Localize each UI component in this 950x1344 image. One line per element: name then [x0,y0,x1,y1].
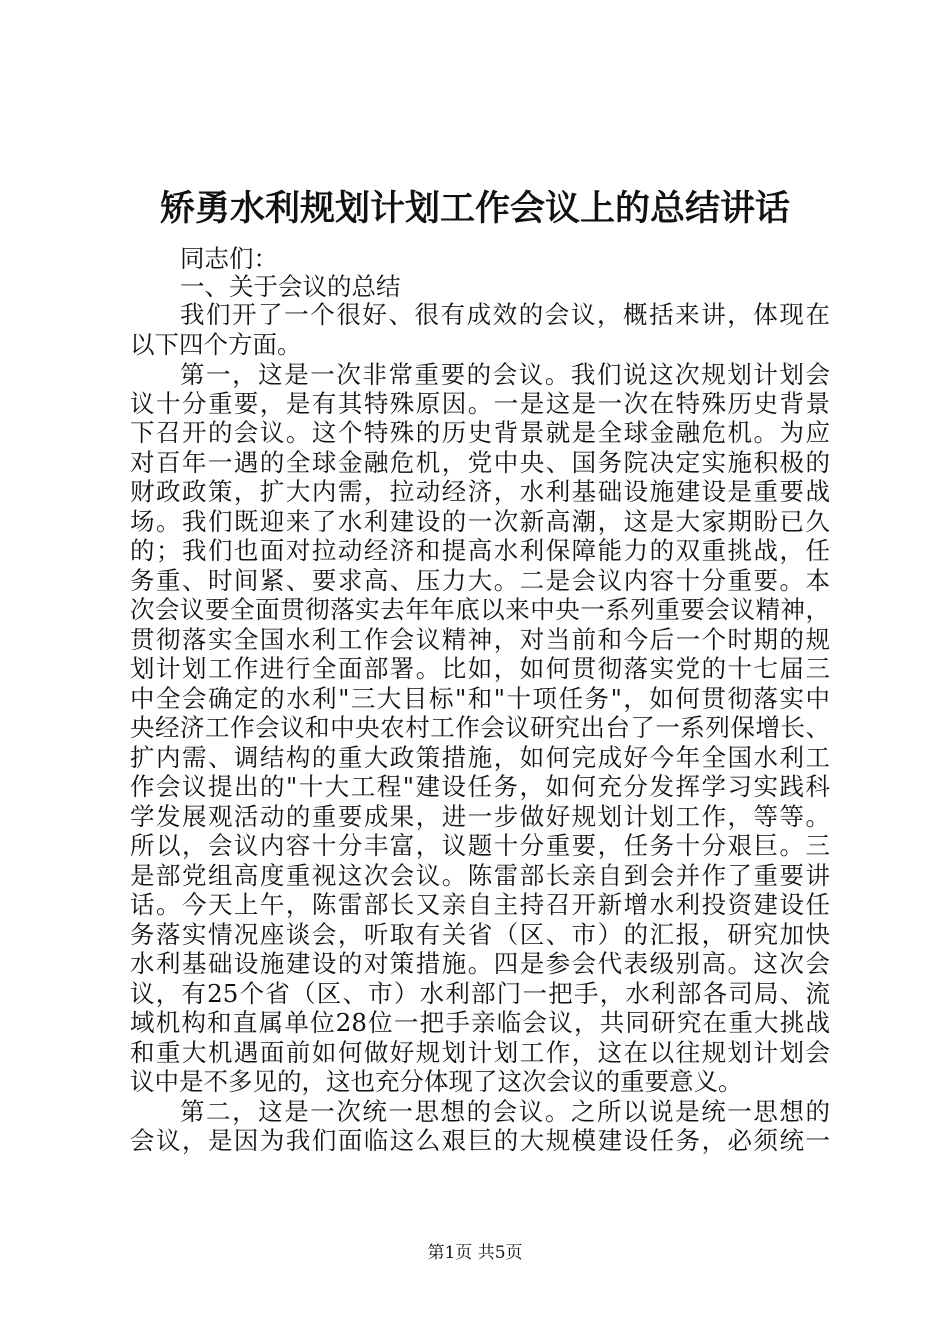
section-heading: 一、关于会议的总结 [180,272,401,301]
paragraph-line: 对百年一遇的全球金融危机，党中央、国务院决定实施积极的 [130,448,830,477]
paragraph-line: 央经济工作会议和中央农村工作会议研究出台了一系列保增长、 [130,713,830,742]
paragraph-line: 下召开的会议。这个特殊的历史背景就是全球金融危机。为应 [130,418,830,447]
paragraph-line: 次会议要全面贯彻落实去年年底以来中央一系列重要会议精神， [130,595,830,624]
page-number-footer: 第1页 共5页 [427,1243,523,1263]
paragraph-line: 划计划工作进行全面部署。比如，如何贯彻落实党的十七届三 [130,654,830,683]
paragraph-line: 中全会确定的水利"三大目标"和"十项任务"，如何贯彻落实中 [130,684,830,713]
paragraph-line: 我们开了一个很好、很有成效的会议，概括来讲，体现在 [180,300,830,329]
paragraph-line: 的；我们也面对拉动经济和提高水利保障能力的双重挑战，任 [130,536,830,565]
salutation-line: 同志们： [180,244,278,273]
paragraph-line: 以下四个方面。 [130,330,302,359]
paragraph-line: 水利基础设施建设的对策措施。四是参会代表级别高。这次会 [130,949,830,978]
paragraph-line: 财政政策，扩大内需，拉动经济，水利基础设施建设是重要战 [130,477,830,506]
paragraph-line: 场。我们既迎来了水利建设的一次新高潮，这是大家期盼已久 [130,507,830,536]
paragraph-line: 和重大机遇面前如何做好规划计划工作，这在以往规划计划会 [130,1038,830,1067]
paragraph-line: 扩内需、调结构的重大政策措施，如何完成好今年全国水利工 [130,743,830,772]
paragraph-line: 务重、时间紧、要求高、压力大。二是会议内容十分重要。本 [130,566,830,595]
paragraph-line: 贯彻落实全国水利工作会议精神，对当前和今后一个时期的规 [130,625,830,654]
paragraph-line: 学发展观活动的重要成果，进一步做好规划计划工作，等等。 [130,802,830,831]
paragraph-line: 议中是不多见的，这也充分体现了这次会议的重要意义。 [130,1067,743,1096]
paragraph-line: 议十分重要，是有其特殊原因。一是这是一次在特殊历史背景 [130,389,830,418]
paragraph-line: 作会议提出的"十大工程"建设任务，如何充分发挥学习实践科 [130,772,830,801]
paragraph-line: 会议，是因为我们面临这么艰巨的大规模建设任务，必须统一 [130,1126,830,1155]
paragraph-line: 务落实情况座谈会，听取有关省（区、市）的汇报，研究加快 [130,920,830,949]
document-title: 矫勇水利规划计划工作会议上的总结讲话 [159,188,790,229]
paragraph-line: 第一，这是一次非常重要的会议。我们说这次规划计划会 [180,360,830,389]
paragraph-line: 话。今天上午，陈雷部长又亲自主持召开新增水利投资建设任 [130,890,830,919]
paragraph-line: 第二，这是一次统一思想的会议。之所以说是统一思想的 [180,1097,830,1126]
paragraph-line: 是部党组高度重视这次会议。陈雷部长亲自到会并作了重要讲 [130,861,830,890]
paragraph-line: 所以，会议内容十分丰富，议题十分重要，任务十分艰巨。三 [130,831,830,860]
paragraph-line: 域机构和直属单位28位一把手亲临会议，共同研究在重大挑战 [130,1008,830,1037]
paragraph-line: 议，有25个省（区、市）水利部门一把手，水利部各司局、流 [130,979,830,1008]
